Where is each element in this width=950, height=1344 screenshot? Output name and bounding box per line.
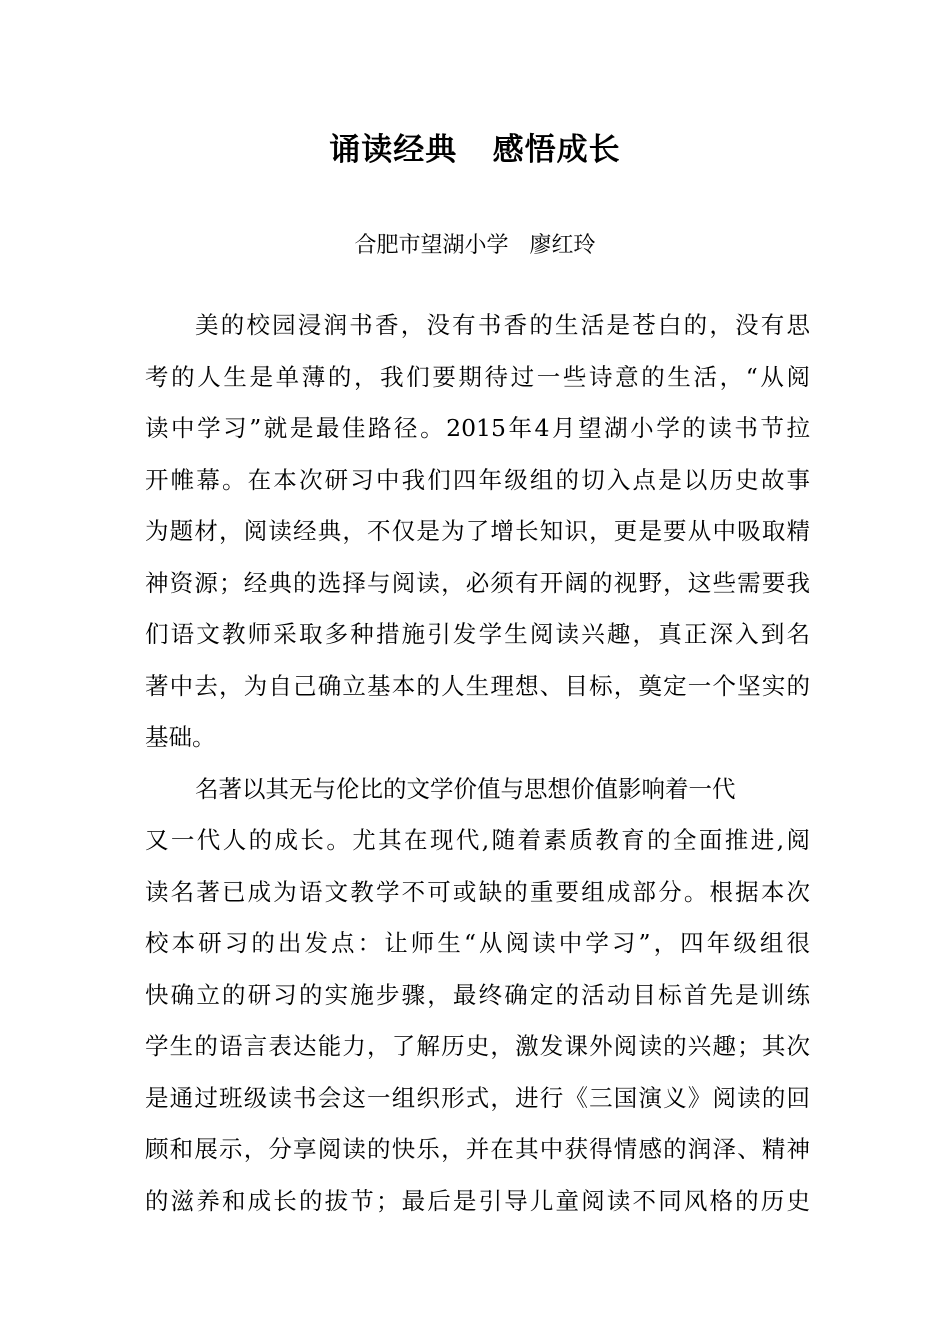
text-line: 读名著已成为语文教学不可或缺的重要组成部分。根据本次 [145, 877, 810, 906]
document-body [145, 303, 810, 1230]
text-line: 为题材，阅读经典，不仅是为了增长知识，更是要从中吸取精 [145, 517, 810, 545]
text-line: 读中学习”就是最佳路径。2015年4月望湖小学的读书节拉 [145, 414, 810, 442]
text-line: 美的校园浸润书香，没有书香的生活是苍白的，没有思 [195, 311, 810, 339]
text-line: 是通过班级读书会这一组织形式，进行《三国演义》阅读的回 [145, 1083, 810, 1112]
text-line: 基础。 [145, 723, 216, 751]
document-title: 诵读经典 感悟成长 [329, 132, 621, 168]
paragraph-1 [145, 303, 810, 767]
paragraph-2 [145, 767, 810, 1231]
text-line: 又一代人的成长。尤其在现代,随着素质教育的全面推进,阅 [145, 826, 810, 854]
text-line: 顾和展示，分享阅读的快乐，并在其中获得情感的润泽、精神 [145, 1135, 810, 1163]
text-line: 著中去，为自己确立基本的人生理想、目标，奠定一个坚实的 [145, 671, 810, 700]
text-line: 名著以其无与伦比的文学价值与思想价值影响着一代 [195, 774, 736, 803]
text-line: 快确立的研习的实施步骤，最终确定的活动目标首先是训练 [145, 980, 810, 1009]
author-line: 合肥市望湖小学 廖红玲 [354, 233, 596, 258]
text-line: 神资源；经典的选择与阅读，必须有开阔的视野，这些需要我 [145, 568, 810, 597]
text-line: 学生的语言表达能力，了解历史，激发课外阅读的兴趣；其次 [145, 1032, 810, 1060]
text-line: 的滋养和成长的拔节；最后是引导儿童阅读不同风格的历史 [145, 1186, 810, 1215]
text-line: 开帷幕。在本次研习中我们四年级组的切入点是以历史故事 [145, 465, 810, 494]
text-line: 考的人生是单薄的，我们要期待过一些诗意的生活，“从阅 [145, 362, 810, 391]
text-line: 校本研习的出发点：让师生“从阅读中学习”，四年级组很 [145, 929, 810, 957]
text-line: 们语文教师采取多种措施引发学生阅读兴趣，真正深入到名 [145, 620, 810, 648]
